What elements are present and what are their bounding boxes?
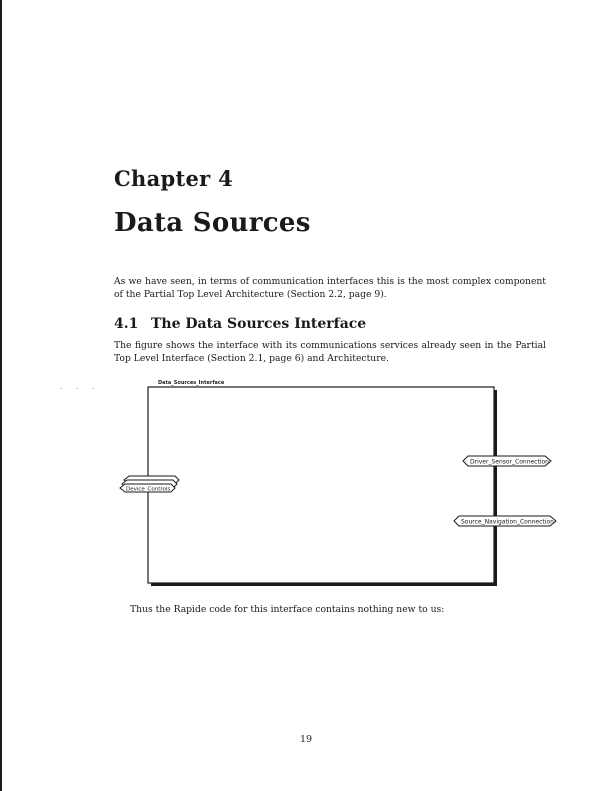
diagram-box-label: Data_Sources_Interface <box>158 380 225 386</box>
port-device-controls <box>120 476 179 493</box>
section-title: The Data Sources Interface <box>151 316 367 332</box>
port-device-controls-label: Device_Controls <box>126 486 171 493</box>
port-source-navigation-connection <box>454 516 556 526</box>
port-source-navigation-connection-label: Source_Navigation_Connection <box>461 518 554 526</box>
section-number: 4.1 <box>114 316 139 332</box>
chapter-title: Data Sources <box>114 208 311 238</box>
section-paragraph: The figure shows the interface with its communications services already seen in the Partial Top Level Interface (Section 2.1, page 6) and Architecture. <box>114 340 546 364</box>
port-driver-sensor-connection <box>463 456 551 466</box>
diagram-box <box>148 387 494 583</box>
chapter-label: Chapter 4 <box>114 166 234 191</box>
port-driver-sensor-connection-label: Driver_Sensor_Connection <box>470 458 549 466</box>
page-number: 19 <box>299 734 313 745</box>
closing-paragraph: Thus the Rapide code for this interface contains nothing new to us: <box>130 604 445 615</box>
margin-marks: - - - <box>60 385 101 392</box>
intro-paragraph: As we have seen, in terms of communication interfaces this is the most complex component of the Partial Top Level Architecture (Section 2.2, page 9). <box>114 276 546 300</box>
